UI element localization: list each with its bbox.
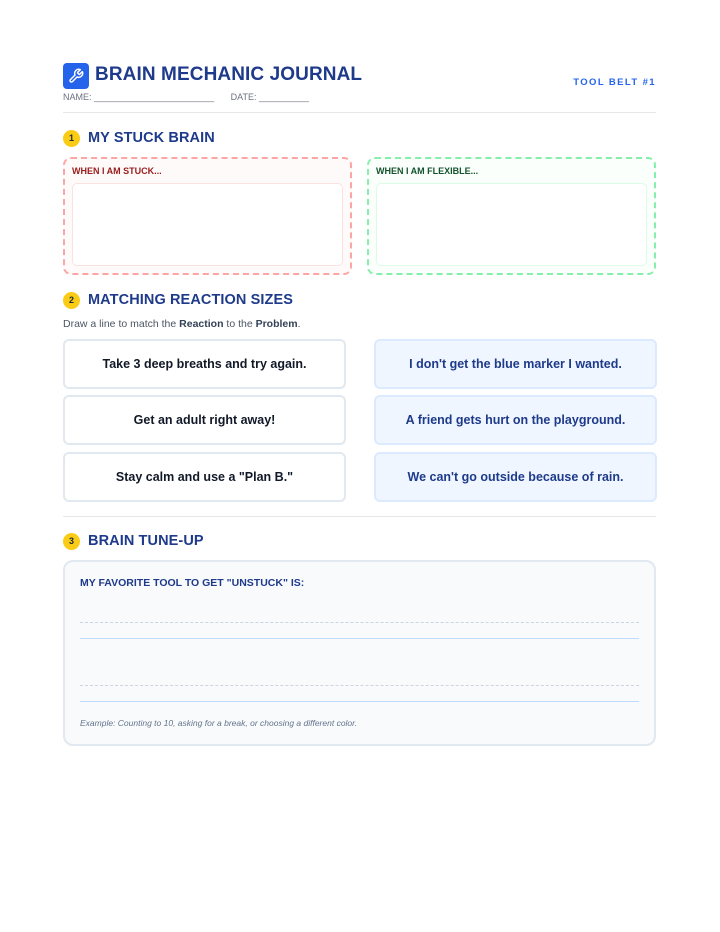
page-title: BRAIN MECHANIC JOURNAL <box>95 64 363 85</box>
section-3-heading <box>63 531 204 551</box>
problem-card[interactable]: A friend gets hurt on the playground. <box>374 395 657 445</box>
stuck-label: WHEN I AM STUCK... <box>72 166 162 176</box>
reaction-card[interactable]: Get an adult right away! <box>63 395 346 445</box>
favorite-tool-prompt: MY FAVORITE TOOL TO GET "UNSTUCK" IS: <box>80 577 305 589</box>
matching-instruction: Draw a line to match the Reaction to the Problem. <box>63 318 301 330</box>
section-1-heading <box>63 128 215 148</box>
section-number-badge: 2 <box>63 292 80 309</box>
example-hint: Example: Counting to 10, asking for a break, or choosing a different color. <box>80 718 358 728</box>
problem-card[interactable]: We can't go outside because of rain. <box>374 452 657 502</box>
wrench-icon <box>63 63 89 89</box>
tool-belt-label: TOOL BELT #1 <box>573 77 656 88</box>
section-title: BRAIN TUNE-UP <box>88 533 204 549</box>
writing-line[interactable] <box>80 701 639 702</box>
problem-card[interactable]: I don't get the blue marker I wanted. <box>374 339 657 389</box>
stuck-writing-area[interactable] <box>72 183 343 266</box>
section-divider <box>63 516 656 517</box>
section-number-badge: 3 <box>63 533 80 550</box>
stuck-box <box>63 157 352 275</box>
date-field[interactable]: DATE: __________ <box>230 92 310 102</box>
reaction-card[interactable]: Take 3 deep breaths and try again. <box>63 339 346 389</box>
reaction-card[interactable]: Stay calm and use a "Plan B." <box>63 452 346 502</box>
flexible-box <box>367 157 656 275</box>
writing-guide-line <box>80 622 639 623</box>
name-field[interactable]: NAME: ________________________ <box>63 92 215 102</box>
name-date-row <box>63 92 309 102</box>
tune-up-box <box>63 560 656 746</box>
journal-header <box>63 63 656 113</box>
flexible-writing-area[interactable] <box>376 183 647 266</box>
flexible-label: WHEN I AM FLEXIBLE... <box>376 166 479 176</box>
section-title: MY STUCK BRAIN <box>88 130 215 146</box>
section-2-heading <box>63 290 293 310</box>
writing-guide-line <box>80 685 639 686</box>
writing-line[interactable] <box>80 638 639 639</box>
section-title: MATCHING REACTION SIZES <box>88 292 294 308</box>
section-number-badge: 1 <box>63 130 80 147</box>
